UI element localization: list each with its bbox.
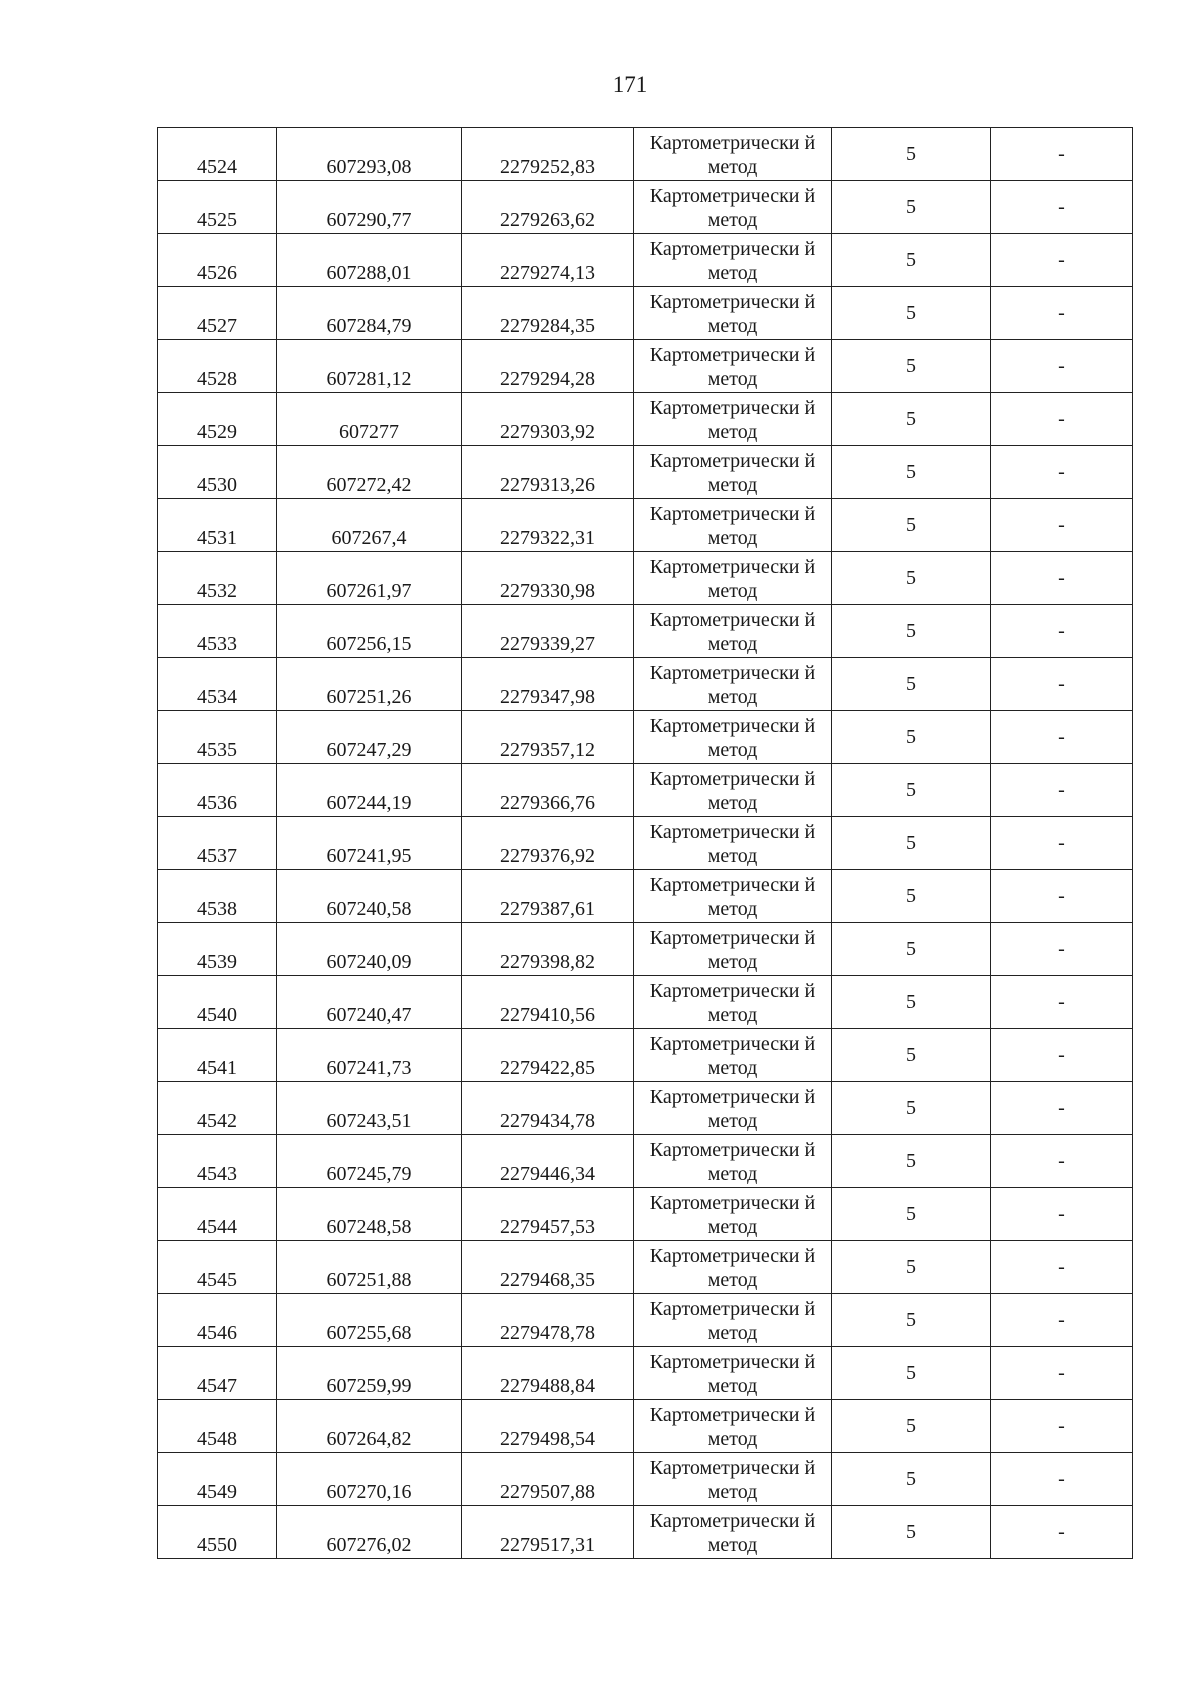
- point-number-cell: 4550: [158, 1506, 277, 1559]
- y-coordinate-cell: 2279517,31: [462, 1506, 634, 1559]
- note-cell: -: [991, 1029, 1133, 1082]
- table-row: [158, 923, 1133, 976]
- table-row: [158, 1294, 1133, 1347]
- method-cell: Картометрически й метод: [634, 1294, 832, 1347]
- note-cell: -: [991, 499, 1133, 552]
- accuracy-cell: 5: [832, 1453, 991, 1506]
- table-row: [158, 1135, 1133, 1188]
- accuracy-cell: 5: [832, 711, 991, 764]
- table-row: [158, 499, 1133, 552]
- accuracy-cell: 5: [832, 976, 991, 1029]
- y-coordinate-cell: 2279284,35: [462, 287, 634, 340]
- accuracy-cell: 5: [832, 605, 991, 658]
- method-cell: Картометрически й метод: [634, 234, 832, 287]
- point-number-cell: 4545: [158, 1241, 277, 1294]
- note-cell: -: [991, 1453, 1133, 1506]
- point-number-cell: 4525: [158, 181, 277, 234]
- table-row: [158, 605, 1133, 658]
- point-number-cell: 4540: [158, 976, 277, 1029]
- y-coordinate-cell: 2279507,88: [462, 1453, 634, 1506]
- accuracy-cell: 5: [832, 1294, 991, 1347]
- note-cell: -: [991, 923, 1133, 976]
- table-row: [158, 1506, 1133, 1559]
- table-row: [158, 1347, 1133, 1400]
- x-coordinate-cell: 607240,09: [277, 923, 462, 976]
- x-coordinate-cell: 607245,79: [277, 1135, 462, 1188]
- accuracy-cell: 5: [832, 1241, 991, 1294]
- x-coordinate-cell: 607240,47: [277, 976, 462, 1029]
- accuracy-cell: 5: [832, 1135, 991, 1188]
- method-cell: Картометрически й метод: [634, 764, 832, 817]
- method-cell: Картометрически й метод: [634, 340, 832, 393]
- x-coordinate-cell: 607243,51: [277, 1082, 462, 1135]
- table-row: [158, 1082, 1133, 1135]
- accuracy-cell: 5: [832, 870, 991, 923]
- table-row: [158, 393, 1133, 446]
- method-cell: Картометрически й метод: [634, 1029, 832, 1082]
- method-cell: Картометрически й метод: [634, 976, 832, 1029]
- note-cell: -: [991, 552, 1133, 605]
- accuracy-cell: 5: [832, 923, 991, 976]
- point-number-cell: 4535: [158, 711, 277, 764]
- point-number-cell: 4538: [158, 870, 277, 923]
- note-cell: -: [991, 1294, 1133, 1347]
- y-coordinate-cell: 2279376,92: [462, 817, 634, 870]
- x-coordinate-cell: 607281,12: [277, 340, 462, 393]
- point-number-cell: 4542: [158, 1082, 277, 1135]
- point-number-cell: 4548: [158, 1400, 277, 1453]
- point-number-cell: 4528: [158, 340, 277, 393]
- note-cell: -: [991, 976, 1133, 1029]
- accuracy-cell: 5: [832, 1506, 991, 1559]
- x-coordinate-cell: 607272,42: [277, 446, 462, 499]
- note-cell: -: [991, 128, 1133, 181]
- accuracy-cell: 5: [832, 764, 991, 817]
- method-cell: Картометрически й метод: [634, 658, 832, 711]
- point-number-cell: 4543: [158, 1135, 277, 1188]
- x-coordinate-cell: 607255,68: [277, 1294, 462, 1347]
- y-coordinate-cell: 2279330,98: [462, 552, 634, 605]
- note-cell: -: [991, 1506, 1133, 1559]
- table-row: [158, 234, 1133, 287]
- point-number-cell: 4544: [158, 1188, 277, 1241]
- method-cell: Картометрически й метод: [634, 817, 832, 870]
- y-coordinate-cell: 2279398,82: [462, 923, 634, 976]
- point-number-cell: 4534: [158, 658, 277, 711]
- x-coordinate-cell: 607251,88: [277, 1241, 462, 1294]
- y-coordinate-cell: 2279387,61: [462, 870, 634, 923]
- method-cell: Картометрически й метод: [634, 499, 832, 552]
- method-cell: Картометрически й метод: [634, 1400, 832, 1453]
- method-cell: Картометрически й метод: [634, 870, 832, 923]
- y-coordinate-cell: 2279488,84: [462, 1347, 634, 1400]
- note-cell: -: [991, 340, 1133, 393]
- method-cell: Картометрически й метод: [634, 552, 832, 605]
- coordinates-table-body: [158, 128, 1133, 1559]
- point-number-cell: 4524: [158, 128, 277, 181]
- x-coordinate-cell: 607290,77: [277, 181, 462, 234]
- table-row: [158, 181, 1133, 234]
- method-cell: Картометрически й метод: [634, 1188, 832, 1241]
- method-cell: Картометрически й метод: [634, 1453, 832, 1506]
- note-cell: -: [991, 1400, 1133, 1453]
- table-row: [158, 1188, 1133, 1241]
- x-coordinate-cell: 607251,26: [277, 658, 462, 711]
- table-row: [158, 711, 1133, 764]
- table-row: [158, 1453, 1133, 1506]
- x-coordinate-cell: 607241,95: [277, 817, 462, 870]
- table-row: [158, 817, 1133, 870]
- method-cell: Картометрически й метод: [634, 181, 832, 234]
- note-cell: -: [991, 287, 1133, 340]
- y-coordinate-cell: 2279468,35: [462, 1241, 634, 1294]
- x-coordinate-cell: 607277: [277, 393, 462, 446]
- y-coordinate-cell: 2279478,78: [462, 1294, 634, 1347]
- method-cell: Картометрически й метод: [634, 711, 832, 764]
- x-coordinate-cell: 607270,16: [277, 1453, 462, 1506]
- accuracy-cell: 5: [832, 658, 991, 711]
- y-coordinate-cell: 2279313,26: [462, 446, 634, 499]
- point-number-cell: 4533: [158, 605, 277, 658]
- point-number-cell: 4541: [158, 1029, 277, 1082]
- x-coordinate-cell: 607261,97: [277, 552, 462, 605]
- x-coordinate-cell: 607240,58: [277, 870, 462, 923]
- method-cell: Картометрически й метод: [634, 1347, 832, 1400]
- accuracy-cell: 5: [832, 128, 991, 181]
- method-cell: Картометрически й метод: [634, 287, 832, 340]
- y-coordinate-cell: 2279322,31: [462, 499, 634, 552]
- x-coordinate-cell: 607241,73: [277, 1029, 462, 1082]
- y-coordinate-cell: 2279294,28: [462, 340, 634, 393]
- y-coordinate-cell: 2279303,92: [462, 393, 634, 446]
- x-coordinate-cell: 607256,15: [277, 605, 462, 658]
- table-row: [158, 1400, 1133, 1453]
- method-cell: Картометрически й метод: [634, 1135, 832, 1188]
- page-number: 171: [612, 72, 648, 97]
- point-number-cell: 4526: [158, 234, 277, 287]
- note-cell: -: [991, 393, 1133, 446]
- y-coordinate-cell: 2279339,27: [462, 605, 634, 658]
- accuracy-cell: 5: [832, 552, 991, 605]
- table-row: [158, 976, 1133, 1029]
- method-cell: Картометрически й метод: [634, 605, 832, 658]
- accuracy-cell: 5: [832, 446, 991, 499]
- note-cell: -: [991, 711, 1133, 764]
- x-coordinate-cell: 607248,58: [277, 1188, 462, 1241]
- table-row: [158, 446, 1133, 499]
- table-row: [158, 1241, 1133, 1294]
- x-coordinate-cell: 607284,79: [277, 287, 462, 340]
- y-coordinate-cell: 2279252,83: [462, 128, 634, 181]
- method-cell: Картометрически й метод: [634, 393, 832, 446]
- x-coordinate-cell: 607244,19: [277, 764, 462, 817]
- point-number-cell: 4537: [158, 817, 277, 870]
- x-coordinate-cell: 607259,99: [277, 1347, 462, 1400]
- table-row: [158, 1029, 1133, 1082]
- accuracy-cell: 5: [832, 817, 991, 870]
- table-row: [158, 870, 1133, 923]
- table-row: [158, 764, 1133, 817]
- x-coordinate-cell: 607293,08: [277, 128, 462, 181]
- point-number-cell: 4531: [158, 499, 277, 552]
- accuracy-cell: 5: [832, 393, 991, 446]
- point-number-cell: 4536: [158, 764, 277, 817]
- note-cell: -: [991, 234, 1133, 287]
- accuracy-cell: 5: [832, 1029, 991, 1082]
- accuracy-cell: 5: [832, 181, 991, 234]
- table-row: [158, 340, 1133, 393]
- point-number-cell: 4549: [158, 1453, 277, 1506]
- x-coordinate-cell: 607247,29: [277, 711, 462, 764]
- y-coordinate-cell: 2279263,62: [462, 181, 634, 234]
- y-coordinate-cell: 2279357,12: [462, 711, 634, 764]
- coordinates-table: [157, 127, 1133, 1559]
- point-number-cell: 4527: [158, 287, 277, 340]
- y-coordinate-cell: 2279457,53: [462, 1188, 634, 1241]
- note-cell: -: [991, 1188, 1133, 1241]
- point-number-cell: 4532: [158, 552, 277, 605]
- note-cell: -: [991, 658, 1133, 711]
- note-cell: -: [991, 1347, 1133, 1400]
- accuracy-cell: 5: [832, 1082, 991, 1135]
- note-cell: -: [991, 181, 1133, 234]
- table-row: [158, 658, 1133, 711]
- method-cell: Картометрически й метод: [634, 923, 832, 976]
- note-cell: -: [991, 1082, 1133, 1135]
- y-coordinate-cell: 2279422,85: [462, 1029, 634, 1082]
- y-coordinate-cell: 2279498,54: [462, 1400, 634, 1453]
- table-row: [158, 552, 1133, 605]
- method-cell: Картометрически й метод: [634, 1241, 832, 1294]
- point-number-cell: 4539: [158, 923, 277, 976]
- note-cell: -: [991, 764, 1133, 817]
- y-coordinate-cell: 2279434,78: [462, 1082, 634, 1135]
- x-coordinate-cell: 607267,4: [277, 499, 462, 552]
- point-number-cell: 4546: [158, 1294, 277, 1347]
- x-coordinate-cell: 607288,01: [277, 234, 462, 287]
- accuracy-cell: 5: [832, 1400, 991, 1453]
- point-number-cell: 4530: [158, 446, 277, 499]
- y-coordinate-cell: 2279274,13: [462, 234, 634, 287]
- note-cell: -: [991, 817, 1133, 870]
- method-cell: Картометрически й метод: [634, 128, 832, 181]
- method-cell: Картометрически й метод: [634, 1506, 832, 1559]
- note-cell: -: [991, 605, 1133, 658]
- method-cell: Картометрически й метод: [634, 1082, 832, 1135]
- method-cell: Картометрически й метод: [634, 446, 832, 499]
- x-coordinate-cell: 607276,02: [277, 1506, 462, 1559]
- accuracy-cell: 5: [832, 340, 991, 393]
- accuracy-cell: 5: [832, 1188, 991, 1241]
- x-coordinate-cell: 607264,82: [277, 1400, 462, 1453]
- accuracy-cell: 5: [832, 234, 991, 287]
- note-cell: -: [991, 446, 1133, 499]
- accuracy-cell: 5: [832, 1347, 991, 1400]
- note-cell: -: [991, 1135, 1133, 1188]
- y-coordinate-cell: 2279446,34: [462, 1135, 634, 1188]
- y-coordinate-cell: 2279410,56: [462, 976, 634, 1029]
- accuracy-cell: 5: [832, 287, 991, 340]
- point-number-cell: 4547: [158, 1347, 277, 1400]
- note-cell: -: [991, 1241, 1133, 1294]
- accuracy-cell: 5: [832, 499, 991, 552]
- point-number-cell: 4529: [158, 393, 277, 446]
- y-coordinate-cell: 2279347,98: [462, 658, 634, 711]
- table-row: [158, 128, 1133, 181]
- note-cell: -: [991, 870, 1133, 923]
- table-row: [158, 287, 1133, 340]
- y-coordinate-cell: 2279366,76: [462, 764, 634, 817]
